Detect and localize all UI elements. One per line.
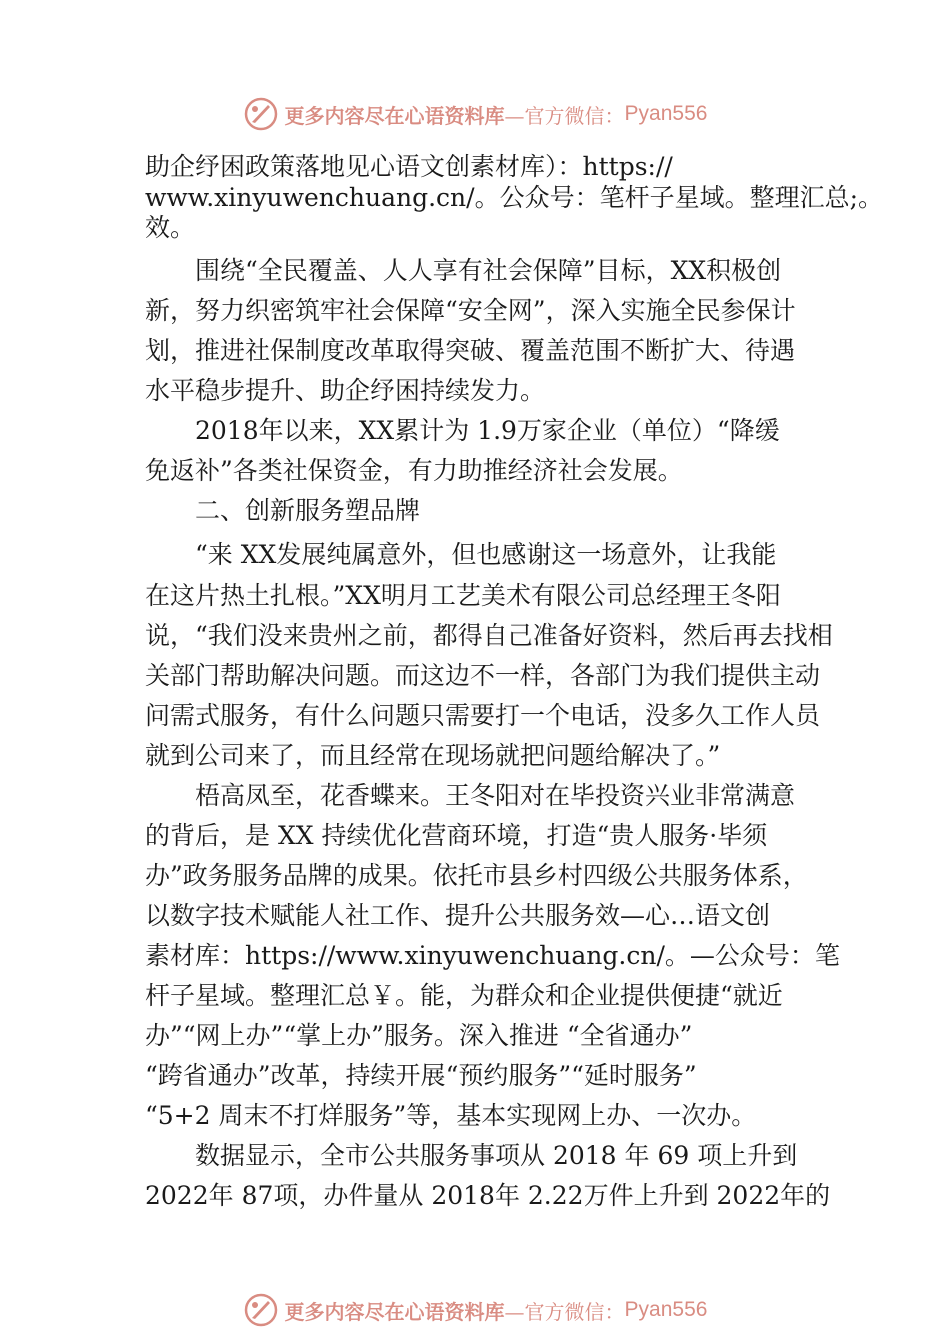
text-line: 2022年 87项，办件量从 2018年 2.22万件上升到 2022年的: [145, 1181, 831, 1210]
text-line: 办”政务服务品牌的成果。依托市县乡村四级公共服务体系，: [145, 861, 808, 890]
text-line: 说，“我们没来贵州之前，都得自己准备好资料，然后再去找相: [145, 621, 833, 650]
text-line: 杆子星域。整理汇总￥。能，为群众和企业提供便捷“就近: [145, 981, 783, 1010]
header-watermark: [0, 94, 950, 134]
text-line: “5+2 周末不打烊服务”等，基本实现网上办、一次办。: [145, 1101, 757, 1130]
text-line: 就到公司来了，而且经常在现场就把问题给解决了。”: [145, 741, 721, 770]
text-line: 免返补”各类社保资金，有力助推经济社会发展。: [145, 456, 683, 485]
text-line: www.xinyuwenchuang.cn/。公众号：笔杆子星域。整理汇总;。: [145, 183, 884, 212]
text-line: 数据显示，全市公共服务事项从 2018 年 69 项上升到: [145, 1141, 798, 1170]
text-line: 以数字技术赋能人社工作、提升公共服务效—心…语文创: [145, 901, 771, 930]
text-line: “跨省通办”改革，持续开展“预约服务”“延时服务”: [145, 1061, 697, 1090]
banner-wechat-id: Pyan556: [624, 1298, 708, 1321]
text-line: 划，推进社保制度改革取得突破、覆盖范围不断扩大、待遇: [145, 336, 796, 365]
text-line: 2018年以来，XX累计为 1.9万家企业（单位）“降缓: [145, 416, 780, 445]
footer-watermark: [0, 1290, 950, 1330]
text-line: 办”“网上办”“掌上办”服务。深入推进 “全省通办”: [145, 1021, 693, 1050]
banner-wechat-id: Pyan556: [624, 102, 708, 125]
text-line: 的背后，是 XX 持续优化营商环境，打造“贵人服务·毕须: [145, 821, 768, 850]
banner-subtitle: —官方微信：: [504, 1299, 625, 1324]
logo-icon: [243, 1292, 279, 1328]
logo-icon: [243, 96, 279, 132]
text-line: 新，努力织密筑牢社会保障“安全网”，深入实施全民参保计: [145, 296, 796, 325]
text-line: 问需式服务，有什么问题只需要打一个电话，没多久工作人员: [145, 701, 821, 730]
banner-subtitle: —官方微信：: [504, 103, 625, 128]
text-line: 助企纾困政策落地见心语文创素材库）：https://: [145, 152, 673, 181]
text-line: 围绕“全民覆盖、人人享有社会保障”目标，XX积极创: [145, 256, 782, 285]
text-line: “来 XX发展纯属意外，但也感谢这一场意外，让我能: [145, 540, 777, 569]
text-line: 梧高凤至，花香蝶来。王冬阳对在毕投资兴业非常满意: [145, 781, 796, 810]
text-line: 素材库：https://www.xinyuwenchuang.cn/。—公众号：笔: [145, 941, 840, 970]
text-line: 关部门帮助解决问题。而这边不一样，各部门为我们提供主动: [145, 661, 821, 690]
section-heading: 二、创新服务塑品牌: [145, 496, 421, 525]
banner-title: 更多内容尽在心语资料库: [284, 103, 505, 128]
text-line: 在这片热土扎根。”XX明月工艺美术有限公司总经理王冬阳: [145, 581, 781, 610]
text-line: 效。: [145, 213, 196, 242]
banner-title: 更多内容尽在心语资料库: [284, 1299, 505, 1324]
text-line: 水平稳步提升、助企纾困持续发力。: [145, 376, 546, 405]
